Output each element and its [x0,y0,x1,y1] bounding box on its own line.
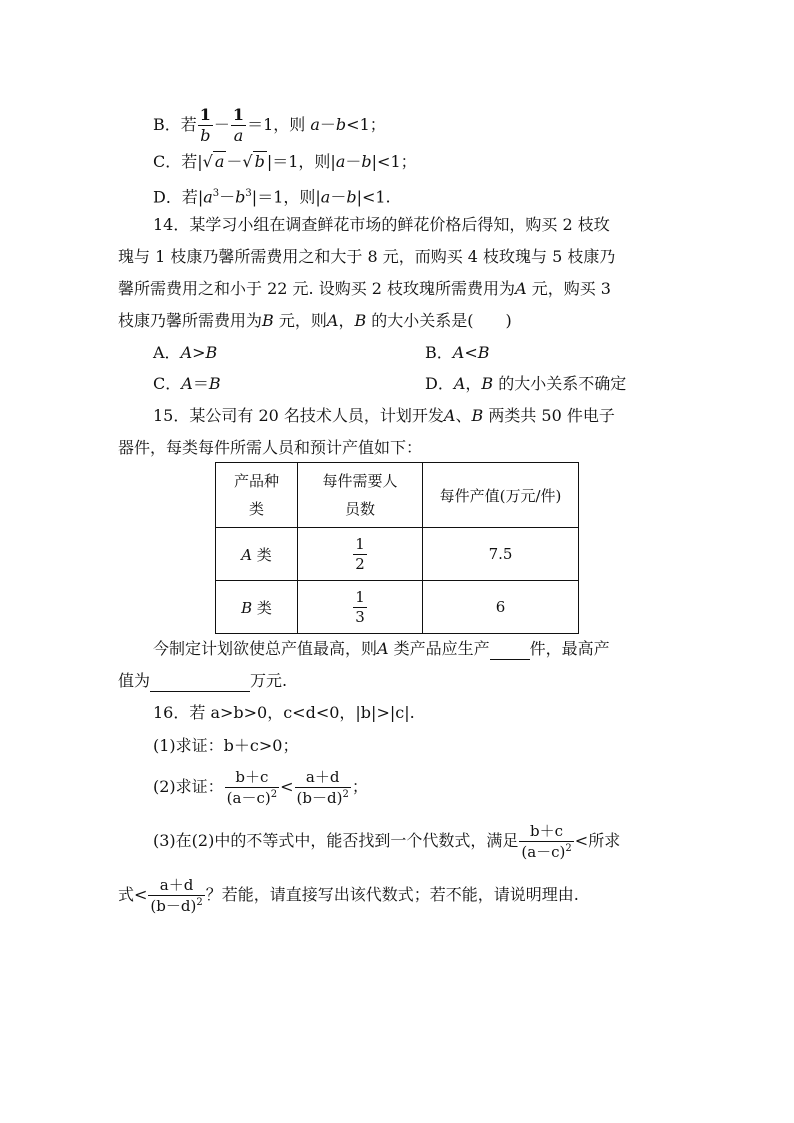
table-row [216,581,579,634]
q14-option-a: A．A>B [153,343,218,362]
fraction-1-over-b: $\frac{1}{b}$ [199,105,211,145]
q13-option-b: B．若 $\frac{1}{b}$ － $\frac{1}{a}$ ＝1，则 a－b<1； [153,105,386,145]
table-header-row [216,463,579,528]
answer-blank-quantity[interactable] [490,643,530,660]
q15-line-3: 今制定计划欲使总产值最高，则A 类产品应生产 件，最高产 [153,639,610,658]
q14-line-2: 瑰与 1 枝康乃馨所需费用之和大于 8 元，而购买 4 枝玫瑰与 5 枝康乃 [118,247,616,266]
q14-option-c: C．A＝B [153,374,221,393]
q13-option-c: C．若|√ a －√ b |＝1，则|a－b|<1； [153,152,417,171]
q14-line-1: 14．某学习小组在调查鲜花市场的鲜花价格后得知，购买 2 枝玫 [153,215,610,234]
header-value-per-unit: 每件产值(万元/件) [423,463,579,528]
q14-line-4: 枝康乃馨所需费用为B 元，则A，B 的大小关系是( ) [118,311,512,330]
cell-value-b: 6 [423,581,579,634]
q16-stem: 16．若 a>b>0，c<d<0，|b|>|c|. [153,703,415,722]
q16-part-3-line-2: 式< $\frac{a+d}{(b-d)^2}$ ？若能，请直接写出该代数式；若不能，请说明理由. [118,875,579,915]
q13-option-d: D．若$|a^3-b^3|=1$，则|a－b|<1. [153,187,391,207]
cell-staff-b: $\frac{1}{3}$ [298,581,423,634]
answer-blank-max-value[interactable] [150,675,250,692]
q14-option-b: B．A<B [425,343,490,362]
header-staff-per-unit: 每件需要人 员数 [298,463,423,528]
q15-line-2: 器件，每类每件所需人员和预计产值如下： [118,438,423,457]
cell-type-a: A 类 [216,528,298,581]
header-product-type: 产品种 类 [216,463,298,528]
fraction-ad-over-bd2: $\frac{a+d}{(b-d)^2}$ [296,767,349,807]
q14-line-3: 馨所需费用之和小于 22 元. 设购买 2 枝玫瑰所需费用为A 元，购买 3 [118,279,611,298]
product-table [215,462,579,634]
q16-part-3-line-1: (3)在(2)中的不等式中，能否找到一个代数式，满足 $\frac{b+c}{(a-c)^2}$ <所求 [153,821,621,861]
fraction-ad-over-bd2-b: $\frac{a+d}{(b-d)^2}$ [150,875,203,915]
cell-value-a: 7.5 [423,528,579,581]
q14-option-d: D．A，B 的大小关系不确定 [425,374,627,393]
q15-line-1: 15．某公司有 20 名技术人员，计划开发A、B 两类共 50 件电子 [153,406,615,425]
fraction-1-over-a: $\frac{1}{a}$ [232,105,245,145]
cell-staff-a: $\frac{1}{2}$ [298,528,423,581]
fraction-bc-over-ac2-b: $\frac{b+c}{(a-c)^2}$ [521,821,572,861]
q15-line-4: 值为 万元. [118,671,288,690]
cell-type-b: B 类 [216,581,298,634]
sqrt-b: √ b [242,152,265,171]
table-row [216,528,579,581]
fraction-bc-over-ac2: $\frac{b+c}{(a-c)^2}$ [226,767,278,807]
q16-part-1: (1)求证：b＋c>0； [153,736,299,755]
sqrt-a: √ a [202,152,225,171]
q16-part-2: (2)求证： $\frac{b+c}{(a-c)^2}$ < $\frac{a+d}{(b-d)^2}$ ； [153,767,368,807]
